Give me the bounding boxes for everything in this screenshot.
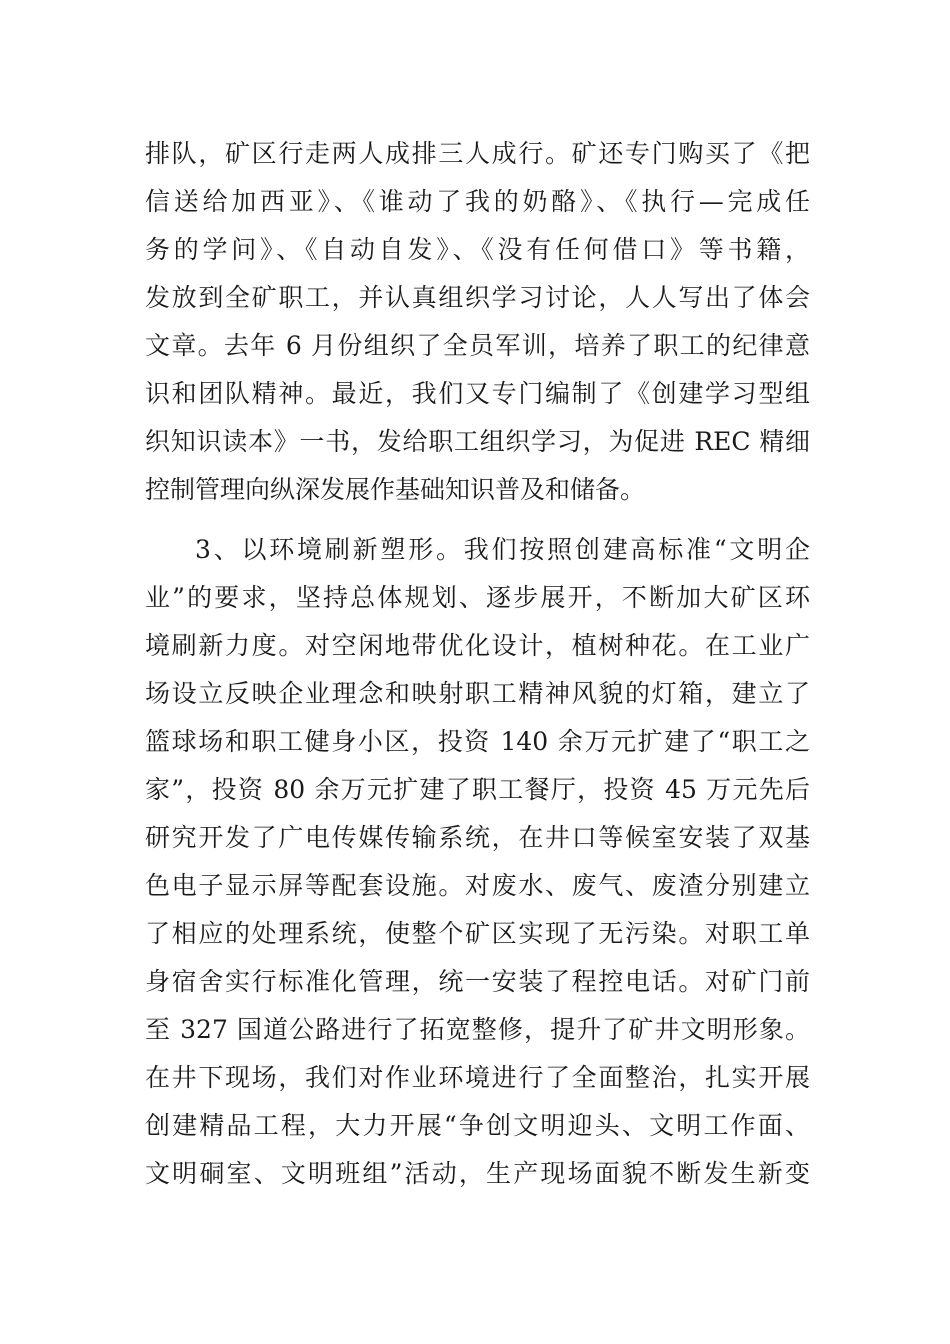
text-line: 家”，投资 80 余万元扩建了职工餐厅，投资 45 万元先后 [145,775,810,804]
text-line: 创建精品工程，大力开展“争创文明迎头、文明工作面、 [145,1111,810,1140]
text-line: 排队，矿区行走两人成排三人成行。矿还专门购买了《把 [145,139,810,168]
text-line: 篮球场和职工健身小区，投资 140 余万元扩建了“职工之 [145,727,810,756]
text-line: 信送给加西亚》、《谁动了我的奶酪》、《执行—完成任 [145,187,810,216]
text-line: 在井下现场，我们对作业环境进行了全面整治，扎实开展 [145,1063,810,1092]
text-line: 色电子显示屏等配套设施。对废水、废气、废渣分别建立 [145,871,810,900]
text-line: 业”的要求，坚持总体规划、逐步展开，不断加大矿区环 [145,583,810,612]
text-line: 识和团队精神。最近，我们又专门编制了《创建学习型组 [145,379,810,408]
text-line: 境刷新力度。对空闲地带优化设计，植树种花。在工业广 [145,631,810,660]
text-line: 务的学问》、《自动自发》、《没有任何借口》等书籍， [145,235,810,264]
text-line: 发放到全矿职工，并认真组织学习讨论，人人写出了体会 [145,283,810,312]
text-line: 身宿舍实行标准化管理，统一安装了程控电话。对矿门前 [145,967,810,996]
text-line: 文章。去年 6 月份组织了全员军训，培养了职工的纪律意 [145,331,810,360]
text-line: 场设立反映企业理念和映射职工精神风貌的灯箱，建立了 [145,679,810,708]
text-line: 了相应的处理系统，使整个矿区实现了无污染。对职工单 [145,919,810,948]
paragraph-heading: 3、以环境刷新塑形。我们按照创建高标准“文明企 [195,535,810,564]
text-line: 文明硐室、文明班组”活动，生产现场面貌不断发生新变 [145,1159,810,1188]
text-line: 至 327 国道公路进行了拓宽整修，提升了矿井文明形象。 [145,1015,810,1044]
text-line: 研究开发了广电传媒传输系统，在井口等候室安装了双基 [145,823,810,852]
text-line: 织知识读本》一书，发给职工组织学习，为促进 REC 精细 [145,427,810,456]
text-line: 控制管理向纵深发展作基础知识普及和储备。 [145,475,646,504]
